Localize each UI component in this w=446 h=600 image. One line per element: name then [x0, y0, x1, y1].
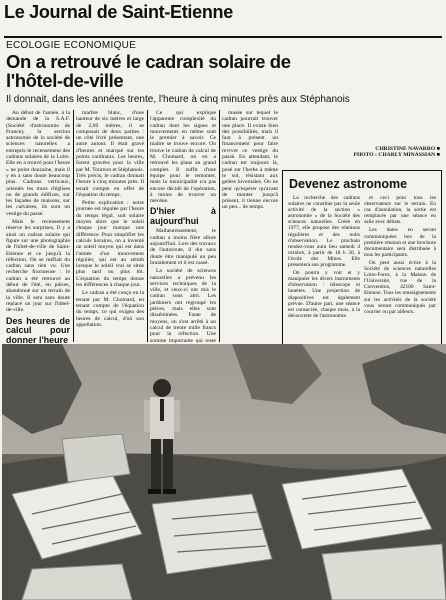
sundial-photo-illustration	[2, 344, 446, 600]
paragraph: Petite explication : notre journée est régulée par l'heure du temps légal, soit solaire moyen alors que le soleil chaque jour marque une différence. Pour simplifier les calculs horaires, on a inventé un soleil moyen qui est dans l'année d'un mouvement régulier, qui est au zénith lorsque le soleil vrai se situe plus tard ou plus tôt. L'équation du temps donne les différences à chaque jour.	[76, 200, 144, 289]
subheading: Des heures de calcul pour donner l'heure	[6, 315, 70, 345]
photo-credit: PHOTO : CHARLY MINASSIAN ■	[353, 152, 440, 159]
paragraph: musée sur lequel le cadran pourrait trouver une place. Il existe bien des possibilités, mais il faut à présent un financement pour faire revivre ce vestige du passé. En attendant, le cadran est toujours là, posé sur l'herbe à même le sol, résistant aux gelées hivernales. On ne peut qu'espérer qu'avant de monter jusqu'à présent, il tienne encore un peu... de temps.	[222, 110, 278, 211]
paragraph: Au début de l'année, à la demande de la S.A.F. (Société d'astronomie de France), la section astronomie de la société de sciences naturelles a entrepris le recensement des cadrans solaires de la Loire. Elle en a trouvé pour l'heure « ne point douzaine, mais il y en a sans doute beaucoup plus. Cadrans verticaux, orientés les murs d'églises ou de grands édifices, sur les façades de maisons, sur les calvaires, ils sont un vestige du passé.	[6, 110, 70, 217]
section-kicker: ECOLOGIE ECONOMIQUE	[6, 40, 137, 51]
article-column-4	[222, 110, 278, 342]
author-signature: CHRISTINE NAVARRO ■	[375, 146, 440, 152]
article-subhead: Il donnait, dans les années trente, l'heure à cinq minutes près aux Stéphanois	[6, 94, 350, 105]
box-heading: Devenez astronome	[289, 177, 408, 191]
newspaper-title: Le Journal de Saint-Etienne	[4, 2, 233, 22]
paragraph: Les dates en seront communiquées lors de la première réunion et une brochure documentaire sera distribuée à tous les participants.	[364, 227, 436, 258]
paragraph: marbre blanc, d'une hauteur de six mètres et large de 2,60 mètres, il se composait de deux parties : un côté livré présentant, une autre autour. Il était gravé d'heures et marqué sur les points cardinaux. Les heures, furent gravées pour la ville par M. Tournon et Stéphanois. Très précis, le cadran donnait l'heure à cinq minutes près. Il tenait compte en effet de l'équation du temps.	[76, 110, 144, 198]
paragraph: La société de sciences naturelles a prévenu les services techniques de la ville, et ceux-ci ont mis le cadran sous abri. Les jardiniers ont regroupé les pièces, mais elles sont disséminées. Faute de moyens, on s'est arrêté à un calcul de trente mille francs pour la réfection. Une somme importante qui reste	[150, 268, 216, 344]
column-rule	[147, 110, 148, 342]
paragraph: On peut aussi écrire à la Société de sciences naturelles Loire-Forez, à la Maison de l'Université, rue de la Convention, 42100 Saint-Etienne. Tous les renseignements sur les activités de la société vous seront communiqués par courrier ou par ailleurs.	[364, 259, 436, 315]
paragraph: Le cadran a été conçu en la tenant par M. Chomard, en tenant compte de l'équation du temps, ce qui exigea des heures de calcul, d'où son appellation.	[76, 290, 144, 328]
article-column-3	[150, 110, 216, 342]
subheading: D'hier à aujourd'hui	[150, 206, 216, 226]
masthead	[4, 2, 442, 38]
article-column-1	[6, 110, 70, 345]
paragraph: Mais le recensement réserve les surprises, Il y a ainsi un cadran solaire qui figure sur une photographie de l'hôtel-de-ville de Saint-Etienne et ce jusqu'à la réfection. On se méfiait du cadran sans rien vu. Une recherche fructueuse : le cadran a été retrouvé au début de l'été, en pièces, abandonné sur un terrain de la ville. Il sera sans doute replacé un jour sur l'hôtel-de-ville.	[6, 219, 70, 314]
column-rule	[73, 110, 74, 342]
paragraph: La recherche des cadrans solaires ne constitue pas la seule activité de la section « astronomie » de la Société des sciences naturelles. Créée en 1977, elle propose des réunions régulières et des nuits d'observation. Le prochain rendez-vous aura lieu samedi 4 octobre, à partir de 18 h 30, à l'école des Mines. Elle présentera son programme.	[288, 195, 360, 269]
paragraph: et ceci pour tous les observateurs sur le terrain. En cas d'annulation, la sortie est remplacée par une séance en salle avec débats.	[364, 195, 436, 226]
article-column-2	[76, 110, 144, 342]
article-column-5	[282, 110, 440, 166]
paragraph: Malheureusement, le cadran a moins fière allure aujourd'hui. Lors des travaux de l'autoroute, il dut sans doute être manipulé un peu brutalement et il est cassé.	[150, 228, 216, 266]
column-rule	[219, 110, 220, 342]
article-headline: On a retrouvé le cadran solaire de l'hôtel-de-ville	[6, 51, 291, 91]
paragraph: On pourra y voir et y manipuler les divers instruments d'observation : télescope et lunettes. Une projection de diapositives est également prévue. D'autre part, une séance est consacrée, chaque mois, à la découverte de l'astronomie.	[288, 270, 360, 319]
article-photo	[2, 344, 446, 600]
paragraph: Ce qui explique l'apparente complexité du cadran dont les signes et mouvements en même sont le premier à savoir. Ce maître se trouve encore. On trouve le cadran de calcul de M. Chomard, on en a retrouvé les plans au grand complet. Il suffit d'une équipe pour le remonter, mais la municipalité n'a pas encore décidé de l'opération, à moins de trouver un mécène.	[150, 110, 216, 205]
